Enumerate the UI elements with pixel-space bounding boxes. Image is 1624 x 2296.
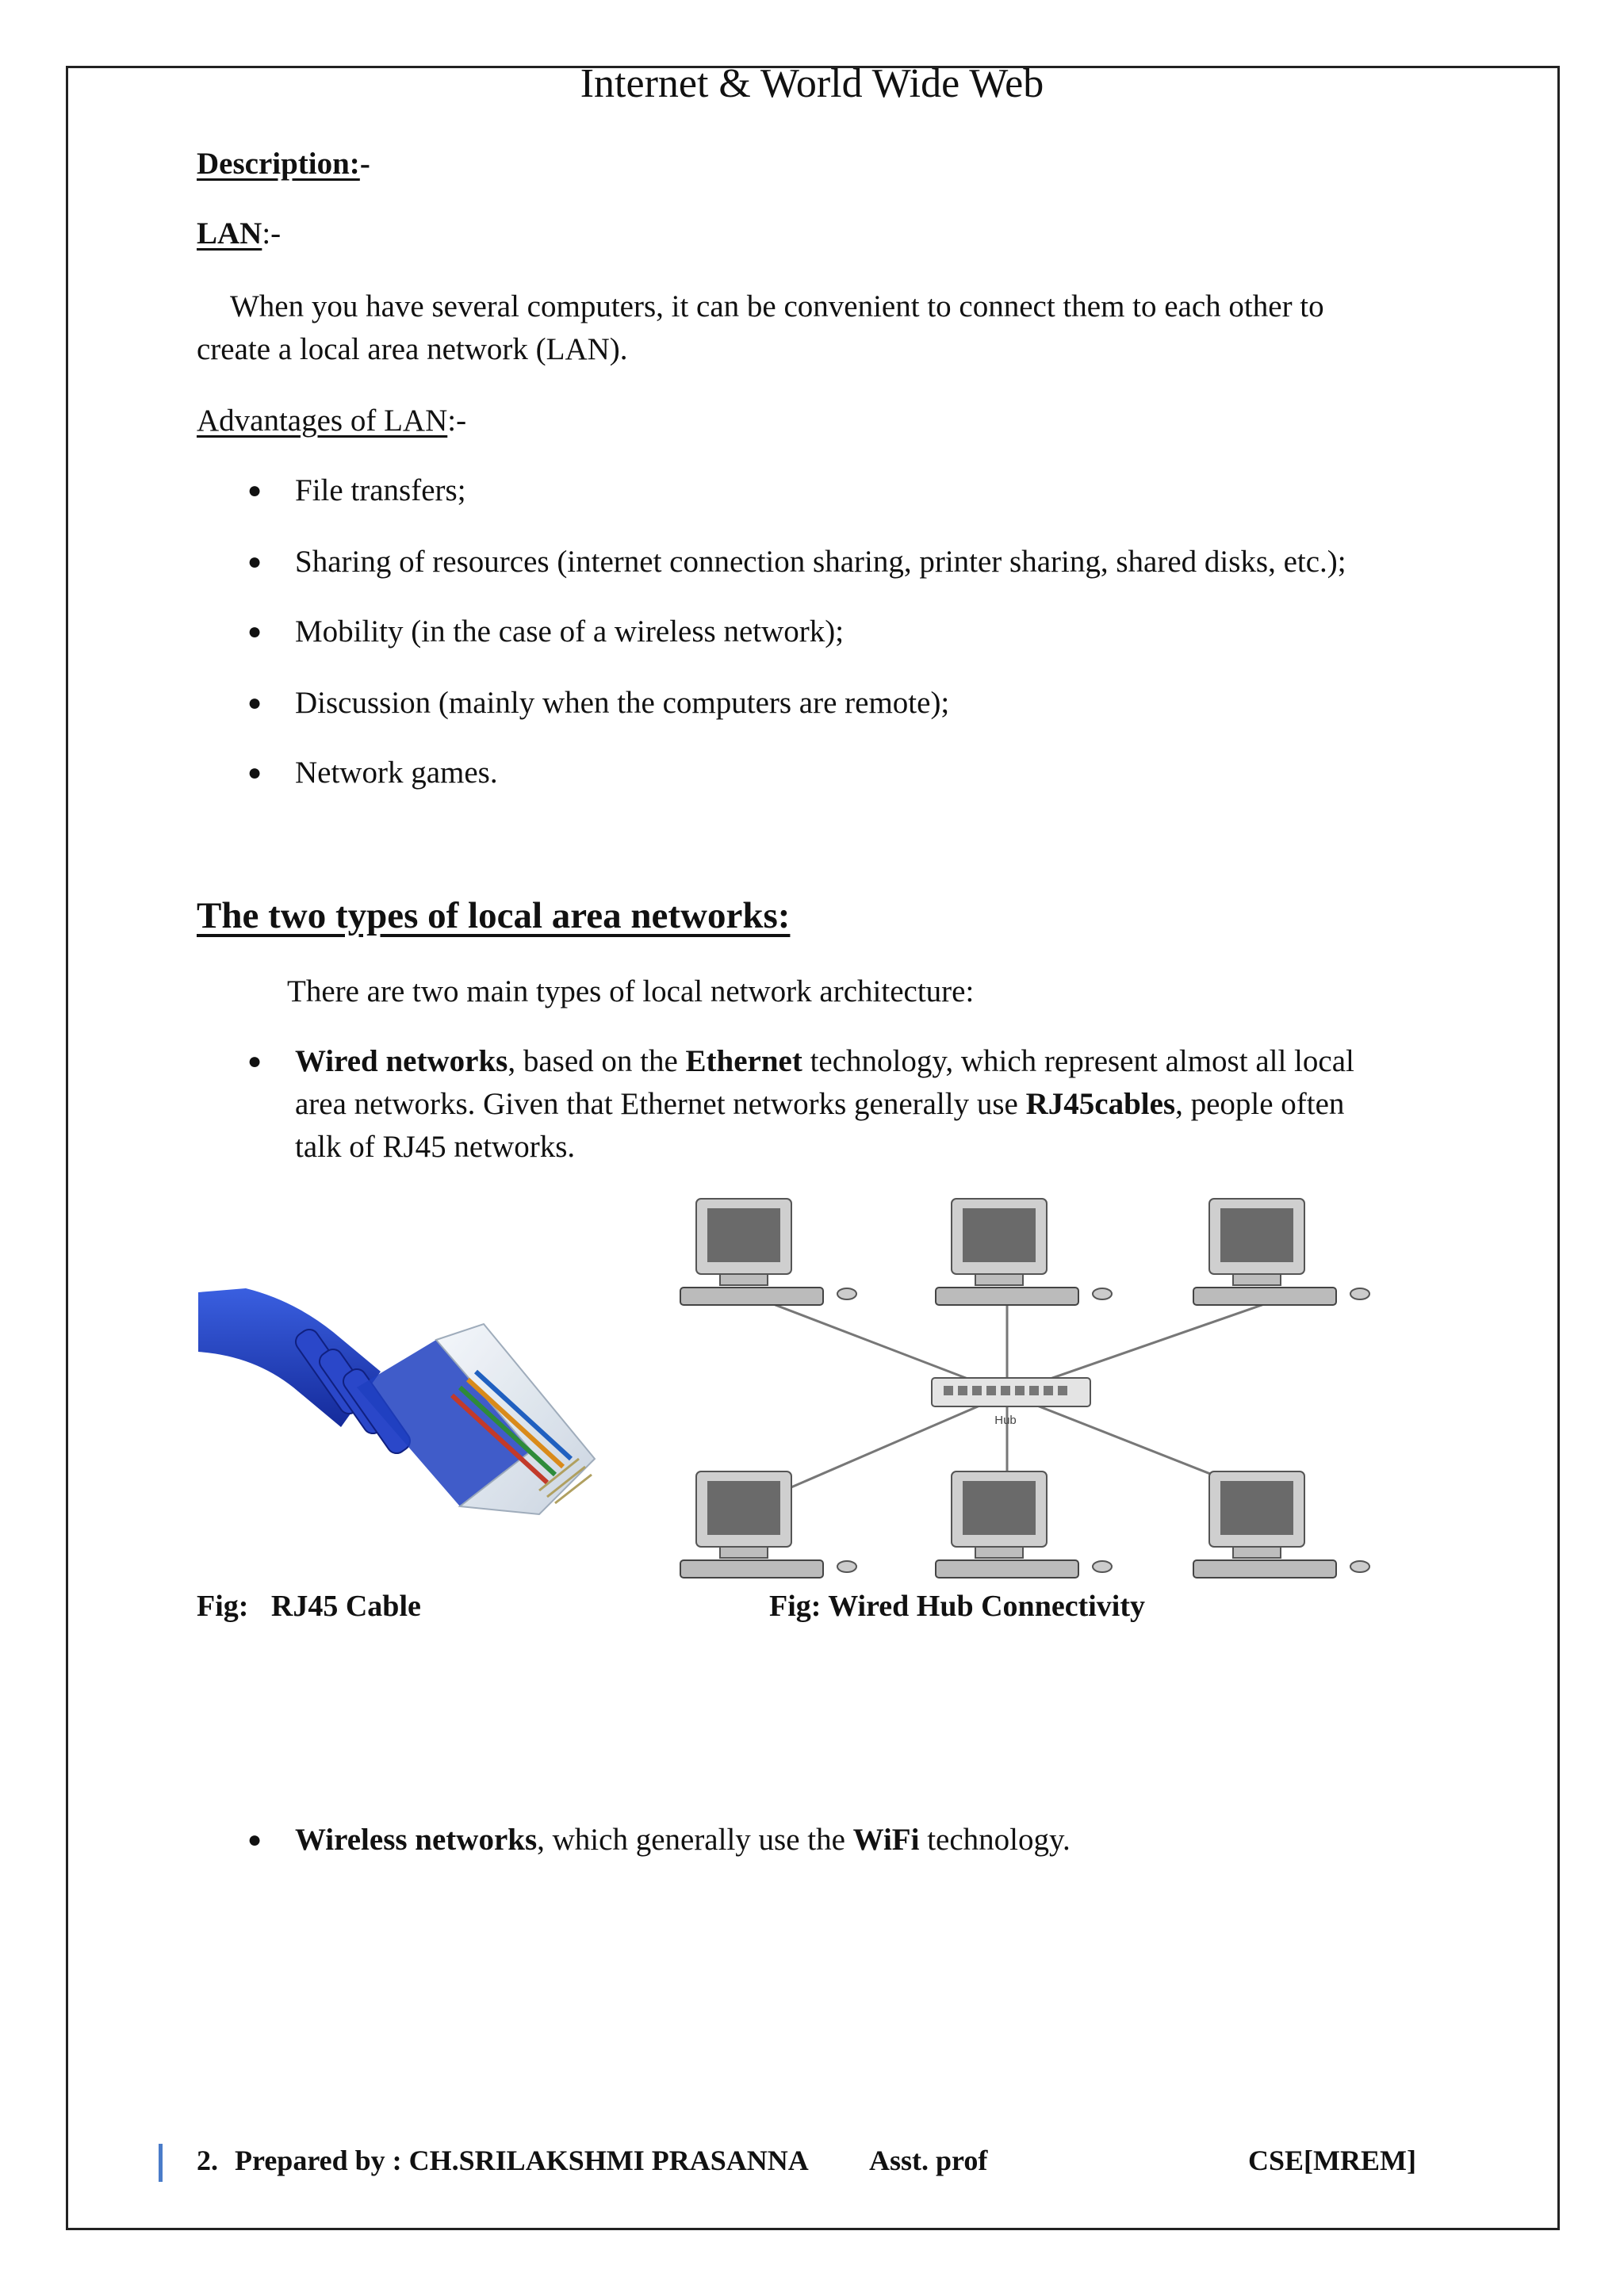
- wireless-line: [295, 1819, 1071, 1862]
- description-heading: [197, 143, 370, 186]
- hub-label: Hub: [994, 1414, 1017, 1427]
- description-label: Description:: [197, 147, 360, 181]
- computer-icon: [936, 1199, 1112, 1305]
- hub-icon: [932, 1378, 1090, 1406]
- intro-line-1: When you have several computers, it can be convenient to connect them to each other to: [230, 289, 1324, 323]
- advantage-item: File transfers;: [295, 473, 466, 507]
- page-title: Internet & World Wide Web: [580, 61, 1044, 106]
- advantage-item: Mobility (in the case of a wireless network);: [295, 614, 845, 649]
- computer-icon: [680, 1471, 856, 1578]
- advantage-item: Network games.: [295, 756, 498, 790]
- rj45-cable-image: [198, 1276, 603, 1578]
- wired-line-1: [295, 1040, 1354, 1083]
- advantages-label: Advantages of LAN: [197, 404, 448, 438]
- wired-text: , people often: [1175, 1087, 1345, 1121]
- intro-line-2: create a local area network (LAN).: [197, 332, 628, 366]
- types-heading: The two types of local area networks:: [197, 895, 791, 936]
- footer-accent-bar: [159, 2144, 163, 2182]
- lan-suffix: :-: [262, 216, 282, 251]
- lan-label: LAN: [197, 216, 262, 251]
- bullet-icon: ●: [247, 549, 262, 575]
- bullet-icon: ●: [247, 1048, 262, 1074]
- wired-line-2: [295, 1083, 1344, 1126]
- description-suffix: -: [359, 147, 370, 181]
- bullet-icon: ●: [247, 1827, 262, 1853]
- wired-text: technology, which represent almost all local: [810, 1044, 1354, 1078]
- bullet-icon: ●: [247, 477, 262, 503]
- computer-icon: [1193, 1471, 1369, 1578]
- ethernet-term: Ethernet: [685, 1044, 802, 1078]
- wired-text: , based on the: [508, 1044, 678, 1078]
- wifi-term: WiFi: [852, 1823, 920, 1857]
- footer-department: CSE[MREM]: [1248, 2145, 1416, 2176]
- wireless-term: Wireless networks: [295, 1823, 538, 1857]
- types-intro: There are two main types of local network architecture:: [287, 974, 975, 1008]
- advantage-item: Discussion (mainly when the computers are remote);: [295, 686, 950, 720]
- bullet-icon: ●: [247, 690, 262, 716]
- advantage-item: Sharing of resources (internet connection sharing, printer sharing, shared disks, etc.);: [295, 545, 1346, 579]
- computer-icon: [1193, 1199, 1369, 1305]
- footer-prepared-by: Prepared by : CH.SRILAKSHMI PRASANNA: [235, 2145, 809, 2176]
- bullet-icon: ●: [247, 760, 262, 786]
- advantages-heading: [197, 400, 466, 442]
- wired-line-3: talk of RJ45 networks.: [295, 1130, 576, 1164]
- wired-text: area networks. Given that Ethernet networks generally use: [295, 1087, 1018, 1121]
- page-border: [66, 66, 1560, 2230]
- wired-term: Wired networks: [295, 1044, 508, 1078]
- wireless-text: , which generally use the: [537, 1823, 845, 1857]
- bullet-icon: ●: [247, 618, 262, 645]
- rj45-term: RJ45cables: [1025, 1087, 1176, 1121]
- advantages-suffix: :-: [447, 404, 467, 438]
- footer-page-number: 2.: [197, 2145, 218, 2176]
- footer-designation: Asst. prof: [869, 2145, 988, 2176]
- hub-caption: Fig: Wired Hub Connectivity: [769, 1590, 1145, 1623]
- lan-heading: [197, 212, 281, 255]
- computer-icon: [936, 1471, 1112, 1578]
- computer-icon: [680, 1199, 856, 1305]
- rj45-caption: Fig: RJ45 Cable: [197, 1590, 421, 1623]
- wireless-text: technology.: [927, 1823, 1071, 1857]
- hub-network-diagram: [674, 1196, 1380, 1584]
